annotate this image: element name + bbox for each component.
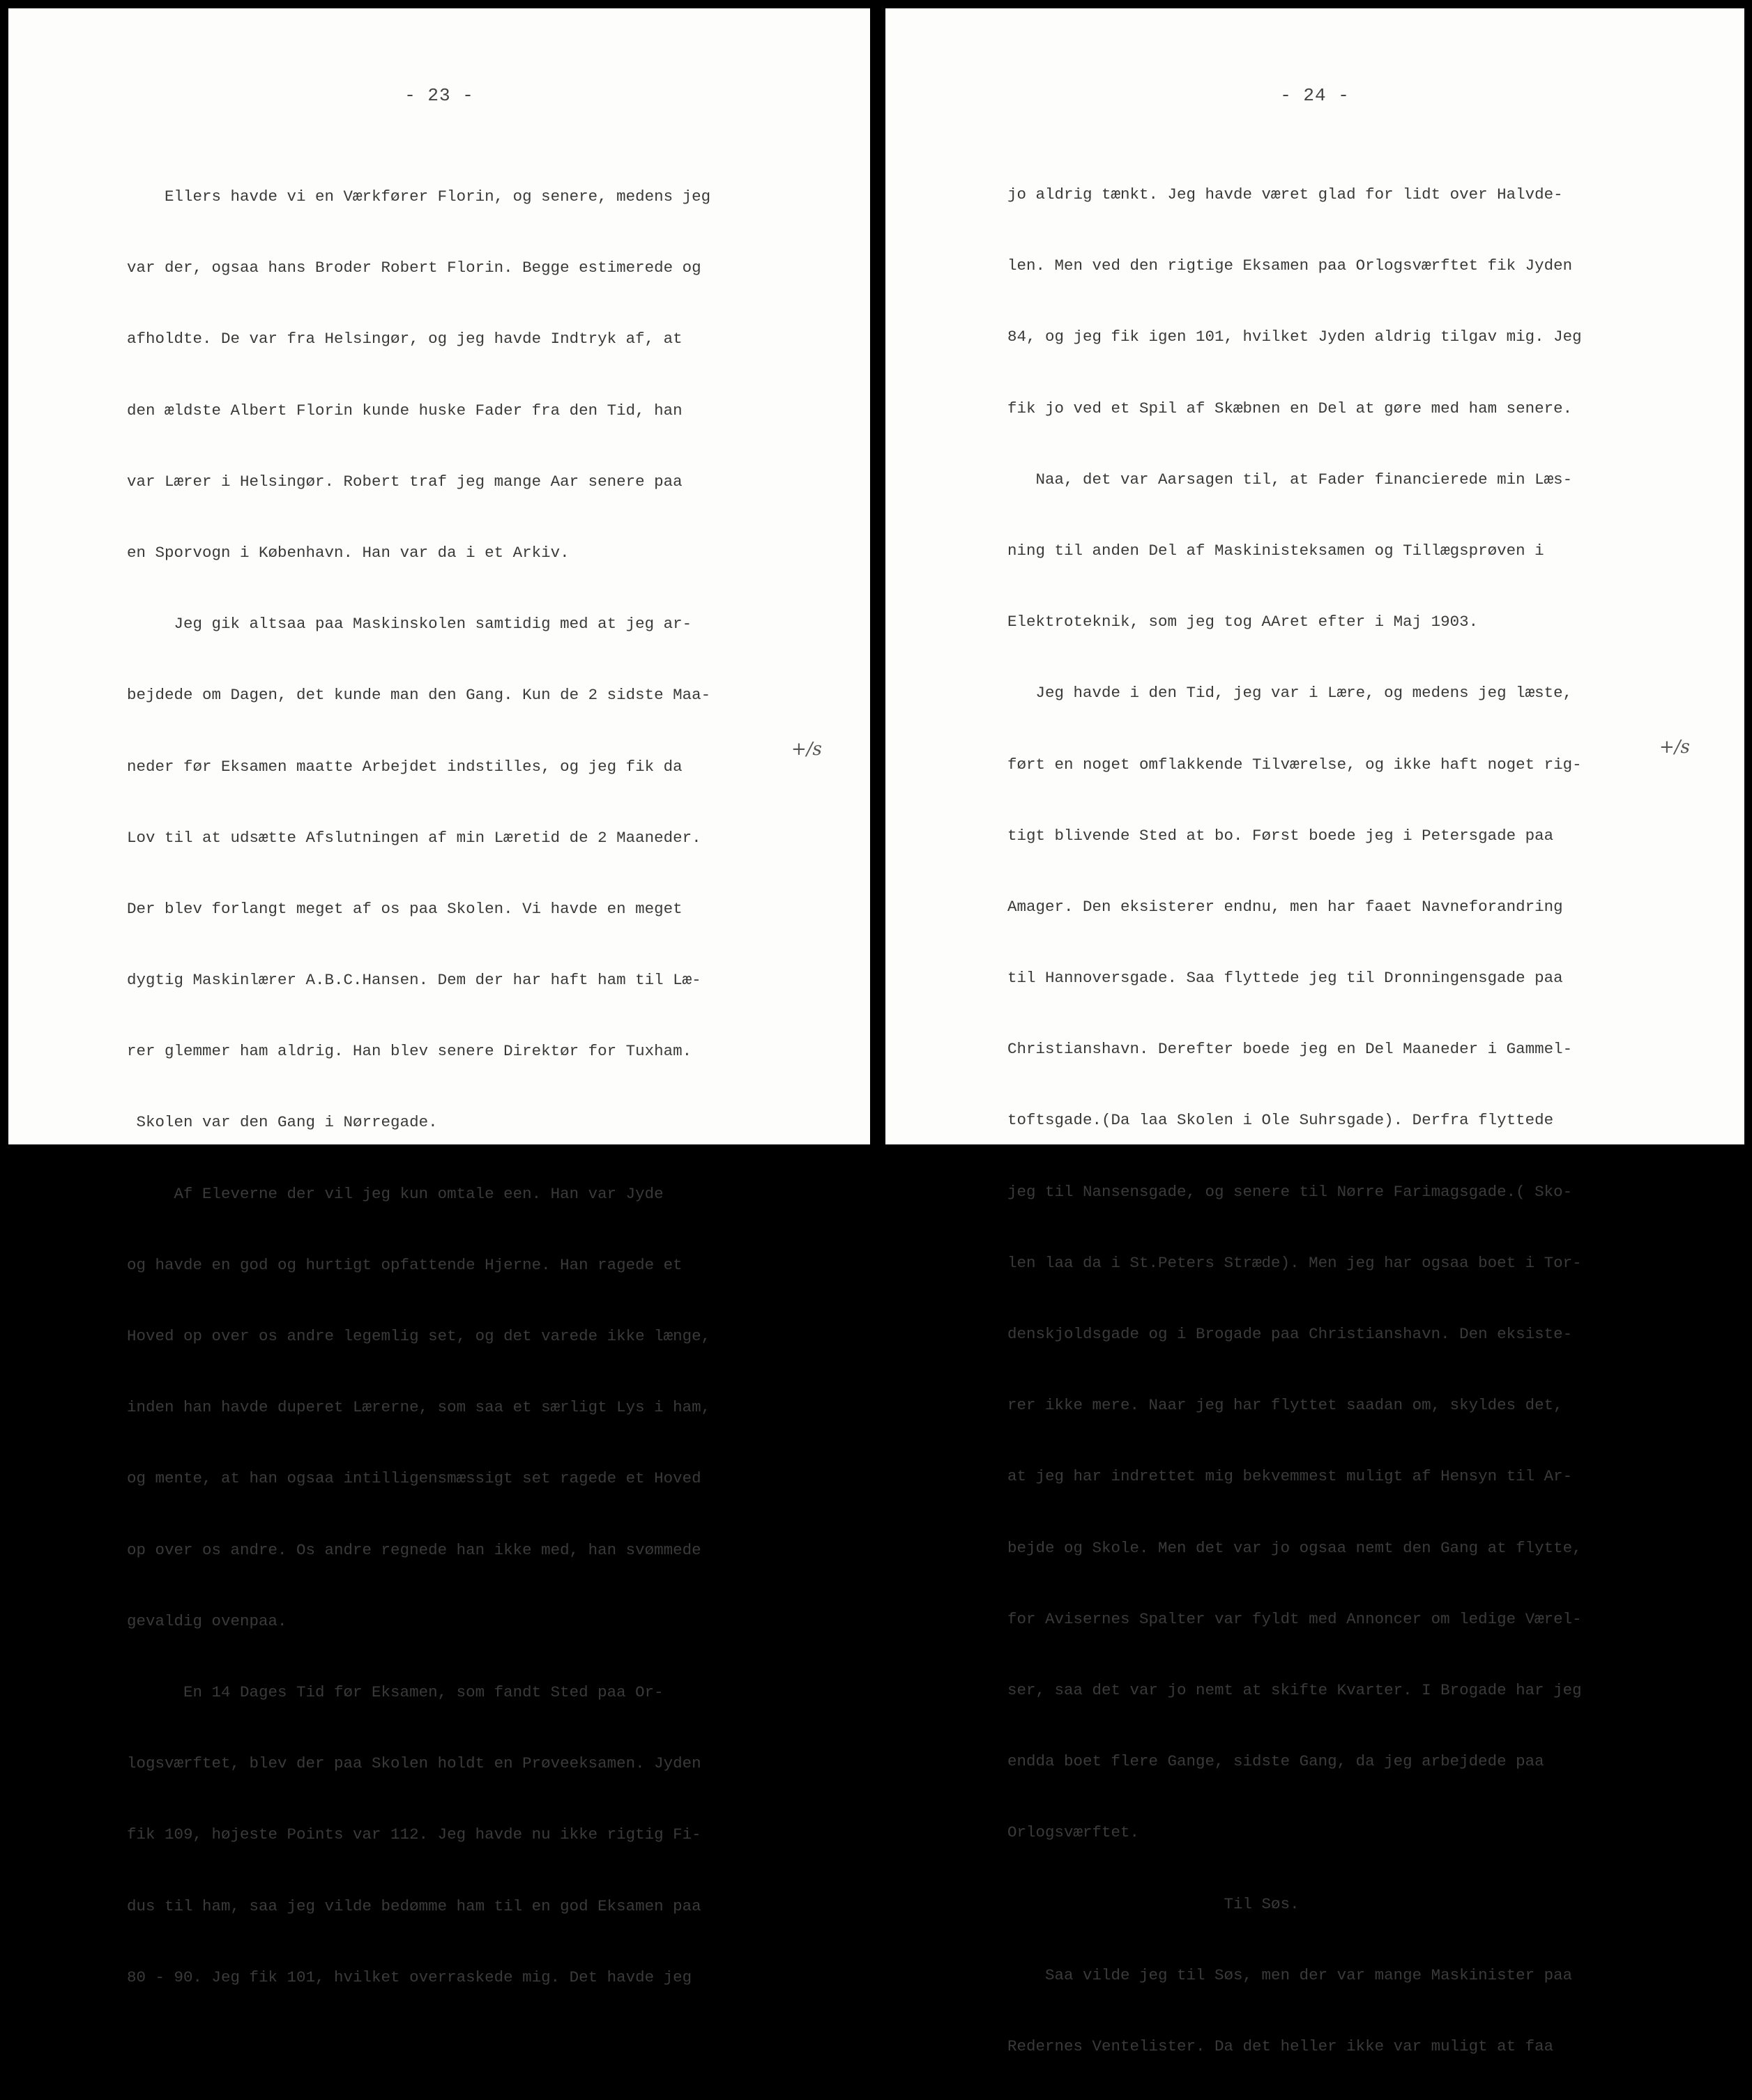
text-line: Af Eleverne der vil jeg kun omtale een. Han var Jyde — [127, 1184, 664, 1203]
section-heading: Til Søs. — [1007, 1894, 1300, 1913]
text-line: 84, og jeg fik igen 101, hvilket Jyden aldrig tilgav mig. Jeg — [1007, 328, 1582, 346]
margin-annotation: +/s — [1659, 737, 1690, 758]
text-line: gevaldig ovenpaa. — [127, 1611, 287, 1630]
page-body — [1007, 141, 1582, 2100]
text-line: Jeg havde i den Tid, jeg var i Lære, og medens jeg læste, — [1007, 684, 1573, 703]
text-line: bejdede om Dagen, det kunde man den Gang. Kun de 2 sidste Maa- — [127, 686, 711, 705]
text-line: 80 - 90. Jeg fik 101, hvilket overraskede mig. Det havde jeg — [127, 1968, 692, 1986]
text-line: og havde en god og hurtigt opfattende Hjerne. Han ragede et — [127, 1255, 683, 1274]
right-page — [885, 8, 1744, 2055]
text-line: tigt blivende Sted at bo. Først boede jeg i Petersgade paa — [1007, 826, 1554, 845]
text-line: Der blev forlangt meget af os paa Skolen. Vi havde en meget — [127, 899, 683, 918]
text-line: for Avisernes Spalter var fyldt med Annoncer om ledige Værel- — [1007, 1609, 1582, 1628]
text-line: Saa vilde jeg til Søs, men der var mange Maskinister paa — [1007, 1965, 1573, 1984]
text-line: bejde og Skole. Men det var jo ogsaa nemt den Gang at flytte, — [1007, 1538, 1582, 1557]
text-line: jo aldrig tænkt. Jeg havde været glad for lidt over Halvde- — [1007, 185, 1563, 204]
text-line: at jeg har indrettet mig bekvemmest muligt af Hensyn til Ar- — [1007, 1467, 1573, 1486]
text-line: Christianshavn. Derefter boede jeg en Del Maaneder i Gammel- — [1007, 1040, 1573, 1059]
text-line: fik jo ved et Spil af Skæbnen en Del at gøre med ham senere. — [1007, 399, 1573, 417]
text-line: logsværftet, blev der paa Skolen holdt en Prøveeksamen. Jyden — [127, 1754, 701, 1773]
page-number: - 24 - — [1280, 85, 1350, 106]
text-line: Amager. Den eksisterer endnu, men har faaet Navneforandring — [1007, 897, 1563, 916]
text-line: dus til ham, saa jeg vilde bedømme ham til en god Eksamen paa — [127, 1896, 701, 1915]
text-line: Redernes Ventelister. Da det heller ikke var muligt at faa — [1007, 2037, 1554, 2055]
text-line: rer ikke mere. Naar jeg har flyttet saadan om, skyldes det, — [1007, 1396, 1563, 1415]
text-line: ser, saa det var jo nemt at skifte Kvarter. I Brogade har jeg — [1007, 1680, 1582, 1699]
page-body — [127, 143, 710, 2031]
text-line: Hoved op over os andre legemlig set, og det varede ikke længe, — [127, 1327, 711, 1345]
text-line: Ellers havde vi en Værkfører Florin, og senere, medens jeg — [127, 187, 711, 206]
text-line: denskjoldsgade og i Brogade paa Christianshavn. Den eksiste- — [1007, 1325, 1573, 1343]
page-number: - 23 - — [404, 85, 474, 106]
text-line: Lov til at udsætte Afslutningen af min Læretid de 2 Maaneder. — [127, 828, 701, 847]
margin-annotation: +/s — [791, 739, 822, 760]
text-line: ning til anden Del af Maskinisteksamen og Tillægsprøven i — [1007, 541, 1544, 560]
text-line: Skolen var den Gang i Nørregade. — [127, 1113, 438, 1132]
text-line: op over os andre. Os andre regnede han ikke med, han svømmede — [127, 1540, 701, 1559]
text-line: den ældste Albert Florin kunde huske Fader fra den Tid, han — [127, 401, 683, 420]
text-line: var Lærer i Helsingør. Robert traf jeg mange Aar senere paa — [127, 472, 683, 491]
text-line: neder før Eksamen maatte Arbejdet indstilles, og jeg fik da — [127, 757, 683, 776]
text-line: Naa, det var Aarsagen til, at Fader financierede min Læs- — [1007, 470, 1573, 489]
text-line: jeg til Nansensgade, og senere til Nørre Farimagsgade.( Sko- — [1007, 1182, 1573, 1201]
text-line: til Hannoversgade. Saa flyttede jeg til Dronningensgade paa — [1007, 969, 1563, 988]
text-line: len laa da i St.Peters Stræde). Men jeg har ogsaa boet i Tor- — [1007, 1253, 1582, 1272]
text-line: inden han havde duperet Lærerne, som saa et særligt Lys i ham, — [127, 1398, 711, 1417]
text-line: Jeg gik altsaa paa Maskinskolen samtidig med at jeg ar- — [127, 615, 692, 634]
text-line: Orlogsværftet. — [1007, 1823, 1140, 1842]
text-line: endda boet flere Gange, sidste Gang, da jeg arbejdede paa — [1007, 1752, 1544, 1771]
left-page — [8, 8, 870, 1986]
text-line: ført en noget omflakkende Tilværelse, og ikke haft noget rig- — [1007, 755, 1582, 774]
text-line: En 14 Dages Tid før Eksamen, som fandt Sted paa Or- — [127, 1683, 664, 1701]
text-line: en Sporvogn i København. Han var da i et Arkiv. — [127, 543, 570, 562]
text-line: rer glemmer ham aldrig. Han blev senere Direktør for Tuxham. — [127, 1042, 692, 1061]
text-line: toftsgade.(Da laa Skolen i Ole Suhrsgade). Derfra flyttede — [1007, 1111, 1554, 1130]
text-line: og mente, at han ogsaa intilligensmæssigt set ragede et Hoved — [127, 1469, 701, 1488]
text-line: Elektroteknik, som jeg tog AAret efter i Maj 1903. — [1007, 613, 1479, 631]
text-line: var der, ogsaa hans Broder Robert Florin. Begge estimerede og — [127, 259, 701, 277]
text-line: fik 109, højeste Points var 112. Jeg havde nu ikke rigtig Fi- — [127, 1825, 701, 1844]
text-line: dygtig Maskinlærer A.B.C.Hansen. Dem der har haft ham til Læ- — [127, 971, 701, 990]
text-line: len. Men ved den rigtige Eksamen paa Orlogsværftet fik Jyden — [1007, 256, 1573, 275]
text-line: afholdte. De var fra Helsingør, og jeg havde Indtryk af, at — [127, 330, 683, 348]
